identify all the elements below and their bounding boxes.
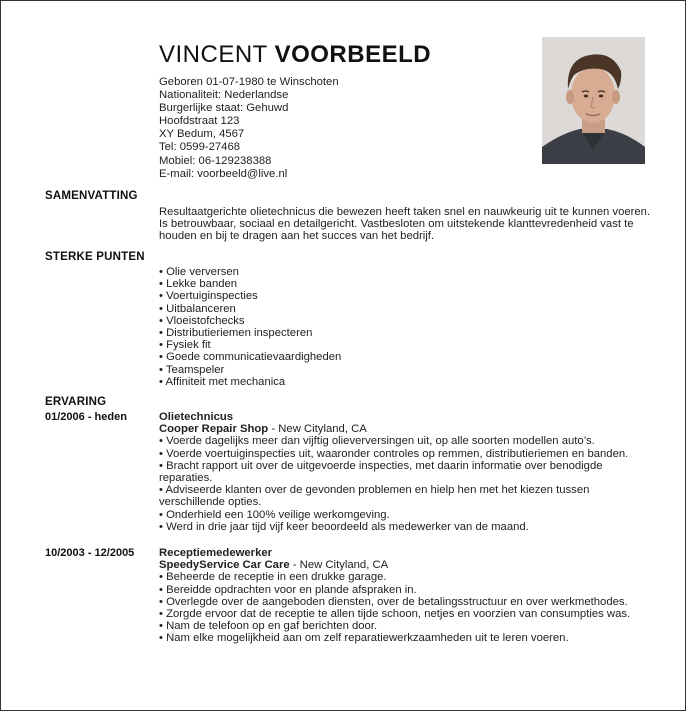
marital-status: Burgerlijke staat: Gehuwd <box>159 102 289 115</box>
job-dates: 01/2006 - heden <box>45 411 127 423</box>
duty-item: • Bracht rapport uit over de uitgevoerde inspecties, met daarin informatie over benodigde reparaties. <box>159 459 603 485</box>
street-address: Hoofdstraat 123 <box>159 115 240 128</box>
list-item: • Vloeistofchecks <box>159 314 245 327</box>
email: E-mail: voorbeeld@live.nl <box>159 167 288 180</box>
duty-item: • Voerde voertuiginspecties uit, waaronder controles op remmen, distributieriemen en banden. <box>159 447 629 460</box>
employer-location: - New Cityland, CA <box>268 423 367 436</box>
contact-details <box>159 76 339 181</box>
experience-heading: ERVARING <box>45 396 107 408</box>
strengths-heading: STERKE PUNTEN <box>45 251 145 263</box>
job-dates: 10/2003 - 12/2005 <box>45 547 135 559</box>
birth-info: Geboren 01-07-1980 te Winschoten <box>159 76 339 88</box>
list-item: • Olie verversen <box>159 266 239 278</box>
candidate-name <box>159 41 431 69</box>
list-item: • Fysiek fit <box>159 339 211 352</box>
job-entry <box>159 547 651 645</box>
strengths-list <box>159 266 651 388</box>
list-item: • Voertuiginspecties <box>159 290 258 303</box>
list-item: • Lekke banden <box>159 278 238 291</box>
summary-text: Resultaatgerichte olietechnicus die bewezen heeft taken snel en nauwkeurig uit te kunnen voeren. Is betrouwbaar, sociaal en detailgericht. Vastbesloten om uitstekende klanttevredenheid vast te houden en bij te dragen aan het succes van het bedrijf. <box>159 206 651 243</box>
first-name: VINCENT <box>159 41 268 68</box>
duty-item: • Nam elke mogelijkheid aan om zelf reparatiewerkzaamheden uit te leren voeren. <box>159 632 569 645</box>
phone: Tel: 0599-27468 <box>159 141 241 154</box>
list-item: • Distributieriemen inspecteren <box>159 327 313 340</box>
duty-item: • Adviseerde klanten over de gevonden problemen en hielp hen met het kiezen tussen verschillende opties. <box>159 484 590 509</box>
list-item: • Teamspeler <box>159 363 225 376</box>
duty-item: • Voerde dagelijks meer dan vijftig olieverversingen uit, op alle soorten modellen auto’s. <box>159 435 595 448</box>
profile-photo <box>542 37 645 164</box>
job-title: Receptiemedewerker <box>159 547 273 559</box>
employer-line <box>159 423 651 435</box>
list-item: • Affiniteit met mechanica <box>159 375 286 388</box>
duty-item: • Werd in drie jaar tijd vijf keer beoordeeld als medewerker van de maand. <box>159 520 529 533</box>
postal-city: XY Bedum, 4567 <box>159 128 245 141</box>
mobile: Mobiel: 06-129238388 <box>159 154 272 167</box>
last-name: VOORBEELD <box>274 41 432 68</box>
duty-item: • Overlegde over de aangeboden diensten, over de betalingsstructuur en over werkmethodes. <box>159 595 628 608</box>
employer-location: - New Cityland, CA <box>289 559 389 572</box>
employer-line <box>159 559 651 571</box>
job-entry <box>159 411 651 533</box>
duty-item: • Beheerde de receptie in een drukke garage. <box>159 571 387 584</box>
duty-item: • Zorgde ervoor dat de receptie te allen tijde schoon, netjes en voorzien van consumpties was. <box>159 608 631 621</box>
employer-name: SpeedyService Car Care <box>159 559 290 572</box>
duty-item: • Onderhield een 100% veilige werkomgeving. <box>159 508 390 521</box>
duty-item: • Nam de telefoon op en gaf berichten door. <box>159 620 378 633</box>
duty-item: • Bereidde opdrachten voor en plande afspraken in. <box>159 583 417 596</box>
portrait-image <box>542 37 645 164</box>
list-item: • Uitbalanceren <box>159 302 236 315</box>
list-item: • Goede communicatievaardigheden <box>159 351 342 364</box>
job-title: Olietechnicus <box>159 411 234 423</box>
employer-name: Cooper Repair Shop <box>159 423 269 436</box>
nationality: Nationaliteit: Nederlandse <box>159 89 289 102</box>
summary-heading: SAMENVATTING <box>45 190 138 202</box>
